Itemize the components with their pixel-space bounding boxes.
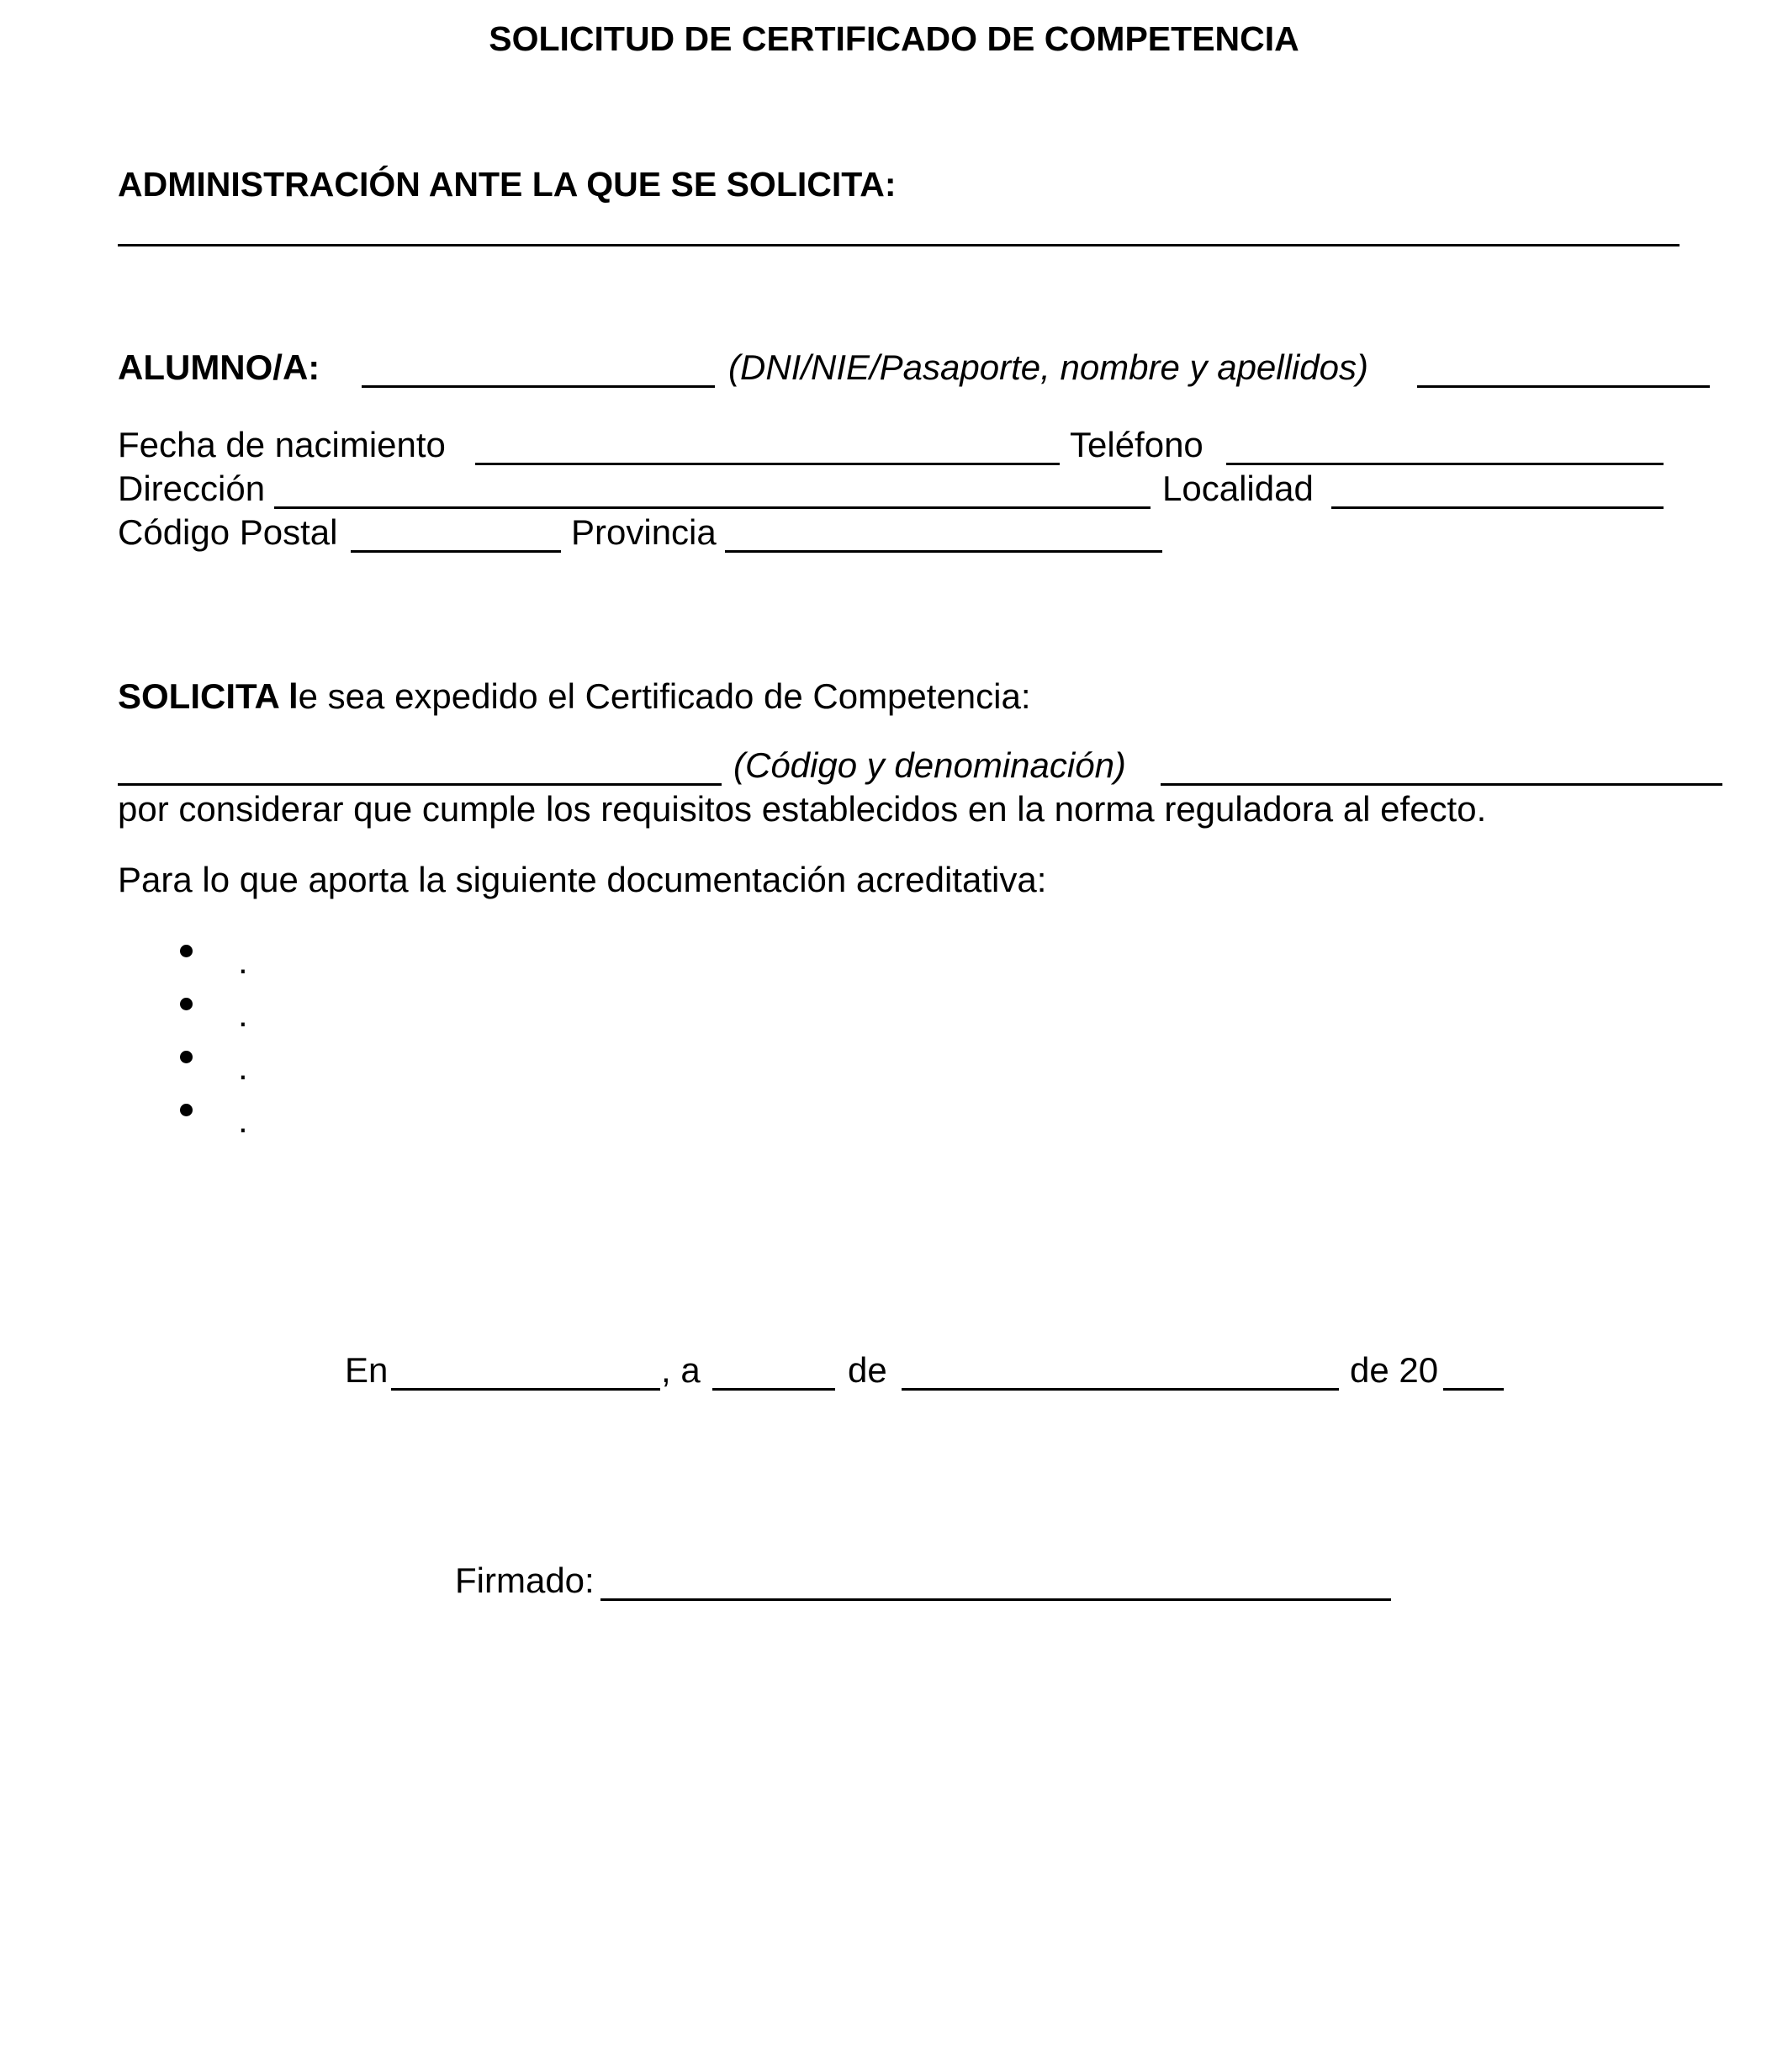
date-day-field[interactable] (712, 1388, 835, 1391)
signature-label: Firmado: (455, 1561, 595, 1600)
documentation-intro: Para lo que aporta la siguiente documentación acreditativa: (118, 860, 1047, 899)
bullet-icon (180, 945, 193, 957)
localidad-field[interactable] (1331, 506, 1664, 509)
date-place-field[interactable] (391, 1388, 660, 1391)
direccion-field[interactable] (274, 506, 1151, 509)
signature-field[interactable] (600, 1598, 1391, 1601)
documentation-item: . (238, 1100, 248, 1140)
date-year-field[interactable] (1443, 1388, 1504, 1391)
provincia-label: Provincia (571, 512, 717, 552)
alumno-field-right[interactable] (1417, 385, 1710, 388)
administracion-label: ADMINISTRACIÓN ANTE LA QUE SE SOLICITA: (118, 165, 897, 204)
date-de-label: de (848, 1350, 887, 1390)
solicita-lead-rest: e sea expedido el Certificado de Competencia: (298, 676, 1031, 716)
codigo-postal-label: Código Postal (118, 512, 338, 552)
telefono-label: Teléfono (1070, 425, 1203, 464)
date-month-field[interactable] (902, 1388, 1339, 1391)
fecha-nacimiento-label: Fecha de nacimiento (118, 425, 446, 464)
bullet-icon (180, 1051, 193, 1063)
document-title: SOLICITUD DE CERTIFICADO DE COMPETENCIA (489, 19, 1299, 58)
documentation-item: . (238, 941, 248, 981)
solicita-lead: SOLICITA l (118, 676, 299, 716)
date-en-label: En (345, 1350, 389, 1390)
provincia-field[interactable] (725, 550, 1162, 553)
fecha-nacimiento-field[interactable] (475, 463, 1060, 465)
administracion-field[interactable] (118, 244, 1680, 246)
alumno-hint: (DNI/NIE/Pasaporte, nombre y apellidos) (728, 347, 1368, 387)
solicita-statement (118, 676, 1031, 716)
bullet-icon (180, 998, 193, 1010)
localidad-label: Localidad (1162, 469, 1314, 508)
codigo-postal-field[interactable] (351, 550, 561, 553)
bullet-icon (180, 1104, 193, 1116)
certificado-hint: (Código y denominación) (733, 745, 1126, 785)
alumno-row (118, 347, 320, 387)
date-a-label: , a (661, 1350, 701, 1390)
alumno-field-left[interactable] (362, 385, 715, 388)
direccion-label: Dirección (118, 469, 266, 508)
documentation-item: . (238, 994, 248, 1034)
documentation-item: . (238, 1047, 248, 1087)
certificado-field-right[interactable] (1161, 783, 1722, 786)
solicita-reason: por considerar que cumple los requisitos establecidos en la norma reguladora al efecto. (118, 789, 1487, 829)
alumno-label: ALUMNO/A: (118, 347, 320, 387)
certificado-field-left[interactable] (118, 783, 722, 786)
telefono-field[interactable] (1226, 463, 1664, 465)
date-year-label: de 20 (1350, 1350, 1439, 1390)
